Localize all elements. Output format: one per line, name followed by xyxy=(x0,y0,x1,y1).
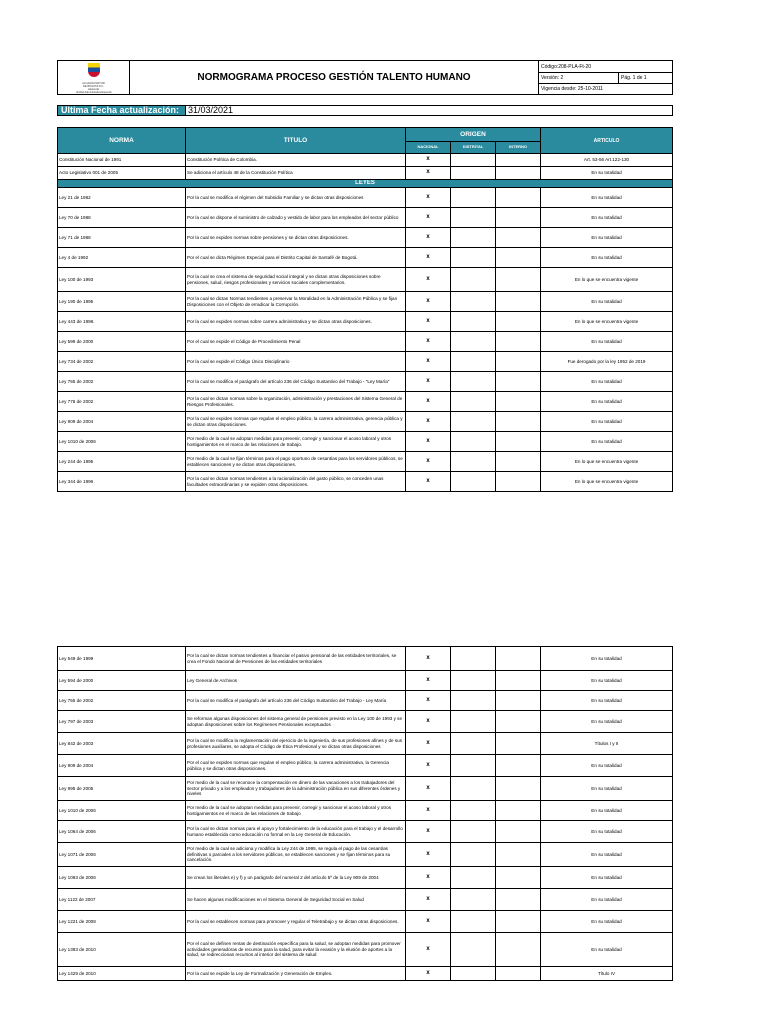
interno-cell xyxy=(496,332,541,352)
articulo-cell: En lo que se encuentra vigente xyxy=(541,452,673,472)
table-row xyxy=(58,933,673,967)
articulo-cell: En su totalidad xyxy=(541,292,673,312)
col-nacional: NACIONAL xyxy=(406,142,451,154)
articulo-cell: En su totalidad xyxy=(541,372,673,392)
col-norma: NORMA xyxy=(58,128,186,154)
distrital-cell xyxy=(451,208,496,228)
interno-cell xyxy=(496,777,541,801)
table-row xyxy=(58,248,673,268)
table-row xyxy=(58,154,673,167)
titulo-cell: Por la cual se expiden normas sobre carrera administrativa y se dictan otras disposiciones. xyxy=(186,312,406,332)
col-origen: ORIGEN xyxy=(406,128,541,142)
titulo-cell: Por el cual se definen rentas de destinación específica para la salud, se adoptan medidas para promover actividades generadoras de recursos para la salud, para evitar la evasión y la elusión de aportes a la salud, se redireccionan recursos al interior del sistema de salud xyxy=(186,933,406,967)
titulo-cell: Constitución Política de Colombia. xyxy=(186,154,406,167)
titulo-cell: Por la cual se dictan normas sobre la organización, administración y prestaciones del Sistema General de Riesgos Profesionales. xyxy=(186,392,406,412)
titulo-cell: Por la cual se dictan normas tendientes a financiar el pasivo pensional de las entidades territoriales, se crea el Fondo Nacional de Pensiones de las entidades territoriales xyxy=(186,647,406,671)
titulo-cell: Por el cual se expiden normas que regulan el empleo público, la carrera administrativa, la Gerencia pública y se dictan otras disposiciones. xyxy=(186,755,406,777)
nacional-cell: x xyxy=(406,933,451,967)
titulo-cell: Por el cual se dicta Régimen Especial para el Distrito Capital de Santafé de Bogotá. xyxy=(186,248,406,268)
norma-cell: Ley 1393 de 2010 xyxy=(58,933,186,967)
interno-cell xyxy=(496,889,541,911)
titulo-cell: Por la cual se expide la Ley de Formalización y Generación de Empleo. xyxy=(186,967,406,981)
interno-cell xyxy=(496,392,541,412)
table-row xyxy=(58,372,673,392)
titulo-cell: Se hacen algunas modificaciones en el Sistema General de Seguridad Social en Salud xyxy=(186,889,406,911)
interno-cell xyxy=(496,208,541,228)
distrital-cell xyxy=(451,821,496,843)
nacional-cell: x xyxy=(406,889,451,911)
titulo-cell: Por la cual se modifica el régimen del Subsidio Familiar y se dictan otras disposiciones xyxy=(186,188,406,208)
bogota-seal-icon xyxy=(84,63,104,83)
titulo-cell: Por la cual se dictan Normas tendientes a preservar la Moralidad en la Administración Pública y se fijan Disposiciones con el Objeto de erradicar la Corrupción. xyxy=(186,292,406,312)
table-row xyxy=(58,801,673,821)
interno-cell xyxy=(496,843,541,867)
distrital-cell xyxy=(451,432,496,452)
nacional-cell: x xyxy=(406,248,451,268)
titulo-cell: Por medio de la cual se fijan términos para el pago oportuno de cesantías para los servidores públicos, se establecen sanciones y se dictan otras disposiciones. xyxy=(186,452,406,472)
distrital-cell xyxy=(451,154,496,167)
interno-cell xyxy=(496,733,541,755)
nacional-cell: x xyxy=(406,867,451,889)
norma-cell: Ley 244 de 1995 xyxy=(58,452,186,472)
titulo-cell: Por medio de la cual se adoptan medidas para prevenir, corregir y sancionar el acoso laboral y otros hostigamientos en el marco de las relaciones de trabajo. xyxy=(186,432,406,452)
titulo-cell: Por la cual se modifica la reglamentación del ejercicio de la ingeniería, de sus profesiones afines y de sus profesiones auxiliares, se adopta el Código de Ética Profesional y se dictan otras disposiciones xyxy=(186,733,406,755)
titulo-cell: Por la cual se dictan normas tendientes a la racionalización del gasto público, se conceden unas facultades extraordinarias y se expiden otras disposiciones. xyxy=(186,472,406,492)
norma-cell: Ley 995 de 2005 xyxy=(58,777,186,801)
norma-cell: Ley 909 de 2004 xyxy=(58,755,186,777)
articulo-cell: En lo que se encuentra vigente xyxy=(541,312,673,332)
update-value: 31/03/2021 xyxy=(186,106,673,116)
norma-cell: Ley 842 de 2003 xyxy=(58,733,186,755)
distrital-cell xyxy=(451,671,496,691)
interno-cell xyxy=(496,472,541,492)
articulo-cell: En lo que se encuentra vigente xyxy=(541,268,673,292)
distrital-cell xyxy=(451,801,496,821)
table-row xyxy=(58,755,673,777)
norma-cell: Ley 21 de 1982 xyxy=(58,188,186,208)
normograma-table-page2 xyxy=(57,646,672,981)
table-row xyxy=(58,392,673,412)
interno-cell xyxy=(496,292,541,312)
distrital-cell xyxy=(451,911,496,933)
distrital-cell xyxy=(451,352,496,372)
norma-cell: Ley 734 de 2002 xyxy=(58,352,186,372)
nacional-cell: x xyxy=(406,352,451,372)
titulo-cell: Por la cual se dictan normas para el apoyo y fortalecimiento de la educación para el trabajo y el desarrollo humano establecida como educación no formal en la Ley General de Educación. xyxy=(186,821,406,843)
titulo-cell: Por medio de la cual se adoptan medidas para prevenir, corregir y sancionar el acoso laboral y otros hostigamientos en el marco de las relaciones de trabajo xyxy=(186,801,406,821)
table-row xyxy=(58,911,673,933)
table-row xyxy=(58,867,673,889)
page-number: Pág. 1 de 1 xyxy=(619,73,673,84)
nacional-cell: x xyxy=(406,208,451,228)
articulo-cell: En su totalidad xyxy=(541,167,673,180)
interno-cell xyxy=(496,432,541,452)
articulo-cell: En su totalidad xyxy=(541,755,673,777)
titulo-cell: Ley General de Archivos xyxy=(186,671,406,691)
articulo-cell: En su totalidad xyxy=(541,392,673,412)
nacional-cell: x xyxy=(406,452,451,472)
articulo-cell: En su totalidad xyxy=(541,933,673,967)
articulo-cell: En su totalidad xyxy=(541,691,673,711)
table-row xyxy=(58,167,673,180)
nacional-cell: x xyxy=(406,691,451,711)
document-header xyxy=(57,60,672,95)
interno-cell xyxy=(496,312,541,332)
distrital-cell xyxy=(451,228,496,248)
norma-cell: Ley 1010 de 2006 xyxy=(58,801,186,821)
nacional-cell: x xyxy=(406,432,451,452)
interno-cell xyxy=(496,711,541,733)
titulo-cell: Por la cual se expiden normas que regulan el empleo público, la carrera administrativa, gerencia pública y se dictan otras disposiciones. xyxy=(186,412,406,432)
table-row xyxy=(58,821,673,843)
norma-cell: Acto Legislativo 001 de 2005 xyxy=(58,167,186,180)
table-row xyxy=(58,312,673,332)
articulo-cell: En su totalidad xyxy=(541,248,673,268)
articulo-cell: En su totalidad xyxy=(541,801,673,821)
distrital-cell xyxy=(451,647,496,671)
interno-cell xyxy=(496,911,541,933)
articulo-cell: En su totalidad xyxy=(541,821,673,843)
norma-cell: Ley 1010 de 2006 xyxy=(58,432,186,452)
titulo-cell: Por el cual se expide el Código de Procedimiento Penal xyxy=(186,332,406,352)
norma-cell: Ley 594 de 2000 xyxy=(58,671,186,691)
nacional-cell: x xyxy=(406,292,451,312)
titulo-cell: Por la cual se modifica el parágrafo del artículo 236 del Código Sustantivo del Trabajo - "Ley María" xyxy=(186,372,406,392)
articulo-cell: En su totalidad xyxy=(541,867,673,889)
distrital-cell xyxy=(451,867,496,889)
logo xyxy=(58,61,130,95)
nacional-cell: x xyxy=(406,188,451,208)
interno-cell xyxy=(496,268,541,292)
document-title: NORMOGRAMA PROCESO GESTIÓN TALENTO HUMANO xyxy=(130,61,539,95)
titulo-cell: Por medio de la cual se adiciona y modifica la Ley 244 de 1995, se regula el pago de las cesantías definitivas o parciales a los servidores públicos, se establecen sanciones y se fijan términos para su cancelación. xyxy=(186,843,406,867)
norma-cell: Ley 70 de 1988 xyxy=(58,208,186,228)
norma-cell: Ley 549 de 1999 xyxy=(58,647,186,671)
table-row xyxy=(58,268,673,292)
codigo: Código:208-PLA-Ft-20 xyxy=(539,61,673,73)
interno-cell xyxy=(496,412,541,432)
articulo-cell: Títulos I y II xyxy=(541,733,673,755)
distrital-cell xyxy=(451,292,496,312)
distrital-cell xyxy=(451,167,496,180)
table-row xyxy=(58,711,673,733)
interno-cell xyxy=(496,647,541,671)
table-row xyxy=(58,967,673,981)
nacional-cell: x xyxy=(406,167,451,180)
version: Versión: 2 xyxy=(539,73,619,84)
norma-cell: Ley 190 de 1995 xyxy=(58,292,186,312)
articulo-cell: Fue derogado por la ley 1952 de 2019 xyxy=(541,352,673,372)
distrital-cell xyxy=(451,777,496,801)
distrital-cell xyxy=(451,843,496,867)
norma-cell: Ley 1071 de 2006 xyxy=(58,843,186,867)
table-row xyxy=(58,292,673,312)
distrital-cell xyxy=(451,755,496,777)
distrital-cell xyxy=(451,268,496,292)
norma-cell: Ley 71 de 1988 xyxy=(58,228,186,248)
nacional-cell: x xyxy=(406,332,451,352)
norma-cell: Ley 1093 de 2006 xyxy=(58,867,186,889)
table-row xyxy=(58,208,673,228)
norma-cell: Ley 1122 de 2007 xyxy=(58,889,186,911)
interno-cell xyxy=(496,352,541,372)
articulo-cell: En su totalidad xyxy=(541,208,673,228)
nacional-cell: x xyxy=(406,843,451,867)
norma-cell: Ley 100 de 1993 xyxy=(58,268,186,292)
table-row xyxy=(58,777,673,801)
table-row xyxy=(58,647,673,671)
interno-cell xyxy=(496,188,541,208)
titulo-cell: Por la cual se modifica el parágrafo del artículo 236 del Código Sustantivo del Trabajo - Ley María xyxy=(186,691,406,711)
nacional-cell: x xyxy=(406,911,451,933)
nacional-cell: x xyxy=(406,154,451,167)
norma-cell: Ley 344 de 1996 xyxy=(58,472,186,492)
nacional-cell: x xyxy=(406,801,451,821)
section-row-leyes xyxy=(58,180,673,188)
nacional-cell: x xyxy=(406,647,451,671)
interno-cell xyxy=(496,967,541,981)
section-leyes: LEYES xyxy=(58,180,673,188)
nacional-cell: x xyxy=(406,392,451,412)
articulo-cell: En su totalidad xyxy=(541,911,673,933)
table-row xyxy=(58,188,673,208)
nacional-cell: x xyxy=(406,967,451,981)
distrital-cell xyxy=(451,933,496,967)
normograma-table xyxy=(57,127,672,492)
nacional-cell: x xyxy=(406,412,451,432)
interno-cell xyxy=(496,801,541,821)
norma-cell: Ley 755 de 2002 xyxy=(58,372,186,392)
distrital-cell xyxy=(451,248,496,268)
col-articulo: ARTICULO xyxy=(541,128,673,154)
interno-cell xyxy=(496,372,541,392)
interno-cell xyxy=(496,821,541,843)
interno-cell xyxy=(496,167,541,180)
distrital-cell xyxy=(451,889,496,911)
norma-cell: Ley 1221 de 2008 xyxy=(58,911,186,933)
articulo-cell: En su totalidad xyxy=(541,188,673,208)
articulo-cell: En su totalidad xyxy=(541,843,673,867)
nacional-cell: x xyxy=(406,671,451,691)
articulo-cell: En su totalidad xyxy=(541,671,673,691)
titulo-cell: Se adiciona el artículo 48 de la Constitución Política xyxy=(186,167,406,180)
interno-cell xyxy=(496,452,541,472)
table-row xyxy=(58,432,673,452)
articulo-cell: Art. 53-56 Art.122-130 xyxy=(541,154,673,167)
titulo-cell: Por la cual se expiden normas sobre pensiones y se dictan otras disposiciones. xyxy=(186,228,406,248)
distrital-cell xyxy=(451,412,496,432)
table-row xyxy=(58,671,673,691)
titulo-cell: Por la cual se establecen normas para promover y regular el Teletrabajo y se dictan otras disposiciones. xyxy=(186,911,406,933)
distrital-cell xyxy=(451,392,496,412)
table-row xyxy=(58,843,673,867)
titulo-cell: Se reforman algunas disposiciones del sistema general de pensiones previsto en la Ley 100 de 1993 y se adoptan disposiciones sobre los Regímenes Pensionales exceptuados xyxy=(186,711,406,733)
articulo-cell: En su totalidad xyxy=(541,647,673,671)
update-label: Ultima Fecha actualización: xyxy=(58,106,186,116)
titulo-cell: Se crean los literales e) y f) y un parágrafo del numeral 2 del artículo 5º de la Ley 909 de 2004 xyxy=(186,867,406,889)
col-titulo: TITULO xyxy=(186,128,406,154)
articulo-cell: En su totalidad xyxy=(541,228,673,248)
col-interno: INTERNO xyxy=(496,142,541,154)
table-row xyxy=(58,691,673,711)
nacional-cell: x xyxy=(406,312,451,332)
interno-cell xyxy=(496,755,541,777)
nacional-cell: x xyxy=(406,228,451,248)
table-row xyxy=(58,472,673,492)
interno-cell xyxy=(496,154,541,167)
distrital-cell xyxy=(451,452,496,472)
articulo-cell: En su totalidad xyxy=(541,889,673,911)
titulo-cell: Por la cual se dispone el suministro de calzado y vestido de labor para los empleados del sector público xyxy=(186,208,406,228)
articulo-cell: En lo que se encuentra vigente xyxy=(541,472,673,492)
table-row xyxy=(58,352,673,372)
nacional-cell: x xyxy=(406,372,451,392)
norma-cell: Ley 1429 de 2010 xyxy=(58,967,186,981)
titulo-cell: Por la cual se crea el sistema de seguridad social integral y se dictan otras disposiciones sobre pensiones, salud, riesgos profesionales y servicios sociales complementarios. xyxy=(186,268,406,292)
distrital-cell xyxy=(451,312,496,332)
nacional-cell: x xyxy=(406,711,451,733)
articulo-cell: En su totalidad xyxy=(541,777,673,801)
nacional-cell: x xyxy=(406,733,451,755)
table-row xyxy=(58,733,673,755)
distrital-cell xyxy=(451,967,496,981)
update-row xyxy=(57,105,672,116)
distrital-cell xyxy=(451,332,496,352)
vigencia: Vigencia desde: 25-10-2011 xyxy=(539,84,673,95)
titulo-cell: Por medio de la cual se reconoce la compensación en dinero de las vacaciones a los trabajadores del sector privado y a los empleados y trabajadores de la administración pública en sus diferentes órdenes y niveles xyxy=(186,777,406,801)
table-row xyxy=(58,452,673,472)
articulo-cell: En su totalidad xyxy=(541,412,673,432)
norma-cell: Ley 1064 de 2006 xyxy=(58,821,186,843)
distrital-cell xyxy=(451,188,496,208)
table-row xyxy=(58,412,673,432)
articulo-cell: Título IV xyxy=(541,967,673,981)
articulo-cell: En su totalidad xyxy=(541,432,673,452)
interno-cell xyxy=(496,248,541,268)
interno-cell xyxy=(496,933,541,967)
norma-cell: Constitución Nacional de 1991 xyxy=(58,154,186,167)
interno-cell xyxy=(496,671,541,691)
interno-cell xyxy=(496,867,541,889)
table-row xyxy=(58,889,673,911)
norma-cell: Ley 4 de 1992 xyxy=(58,248,186,268)
col-distrital: DISTRITAL xyxy=(451,142,496,154)
interno-cell xyxy=(496,228,541,248)
nacional-cell: x xyxy=(406,268,451,292)
distrital-cell xyxy=(451,711,496,733)
articulo-cell: En su totalidad xyxy=(541,332,673,352)
nacional-cell: x xyxy=(406,821,451,843)
norma-cell: Ley 599 de 2000 xyxy=(58,332,186,352)
titulo-cell: Por la cual se expide el Código Único Disciplinario xyxy=(186,352,406,372)
distrital-cell xyxy=(451,472,496,492)
nacional-cell: x xyxy=(406,755,451,777)
distrital-cell xyxy=(451,372,496,392)
articulo-cell: En su totalidad xyxy=(541,711,673,733)
norma-cell: Ley 776 de 2002 xyxy=(58,392,186,412)
table-row xyxy=(58,332,673,352)
interno-cell xyxy=(496,691,541,711)
norma-cell: Ley 443 de 1998. xyxy=(58,312,186,332)
distrital-cell xyxy=(451,691,496,711)
nacional-cell: x xyxy=(406,777,451,801)
norma-cell: Ley 797 de 2003 xyxy=(58,711,186,733)
table-row xyxy=(58,228,673,248)
norma-cell: Ley 755 de 2002 xyxy=(58,691,186,711)
distrital-cell xyxy=(451,733,496,755)
logo-text: ALCALDIA MAYOR DE BOGOTA D.C. Hacienda Unidad Administrativa Especial xyxy=(75,82,112,94)
nacional-cell: x xyxy=(406,472,451,492)
norma-cell: Ley 909 de 2004 xyxy=(58,412,186,432)
